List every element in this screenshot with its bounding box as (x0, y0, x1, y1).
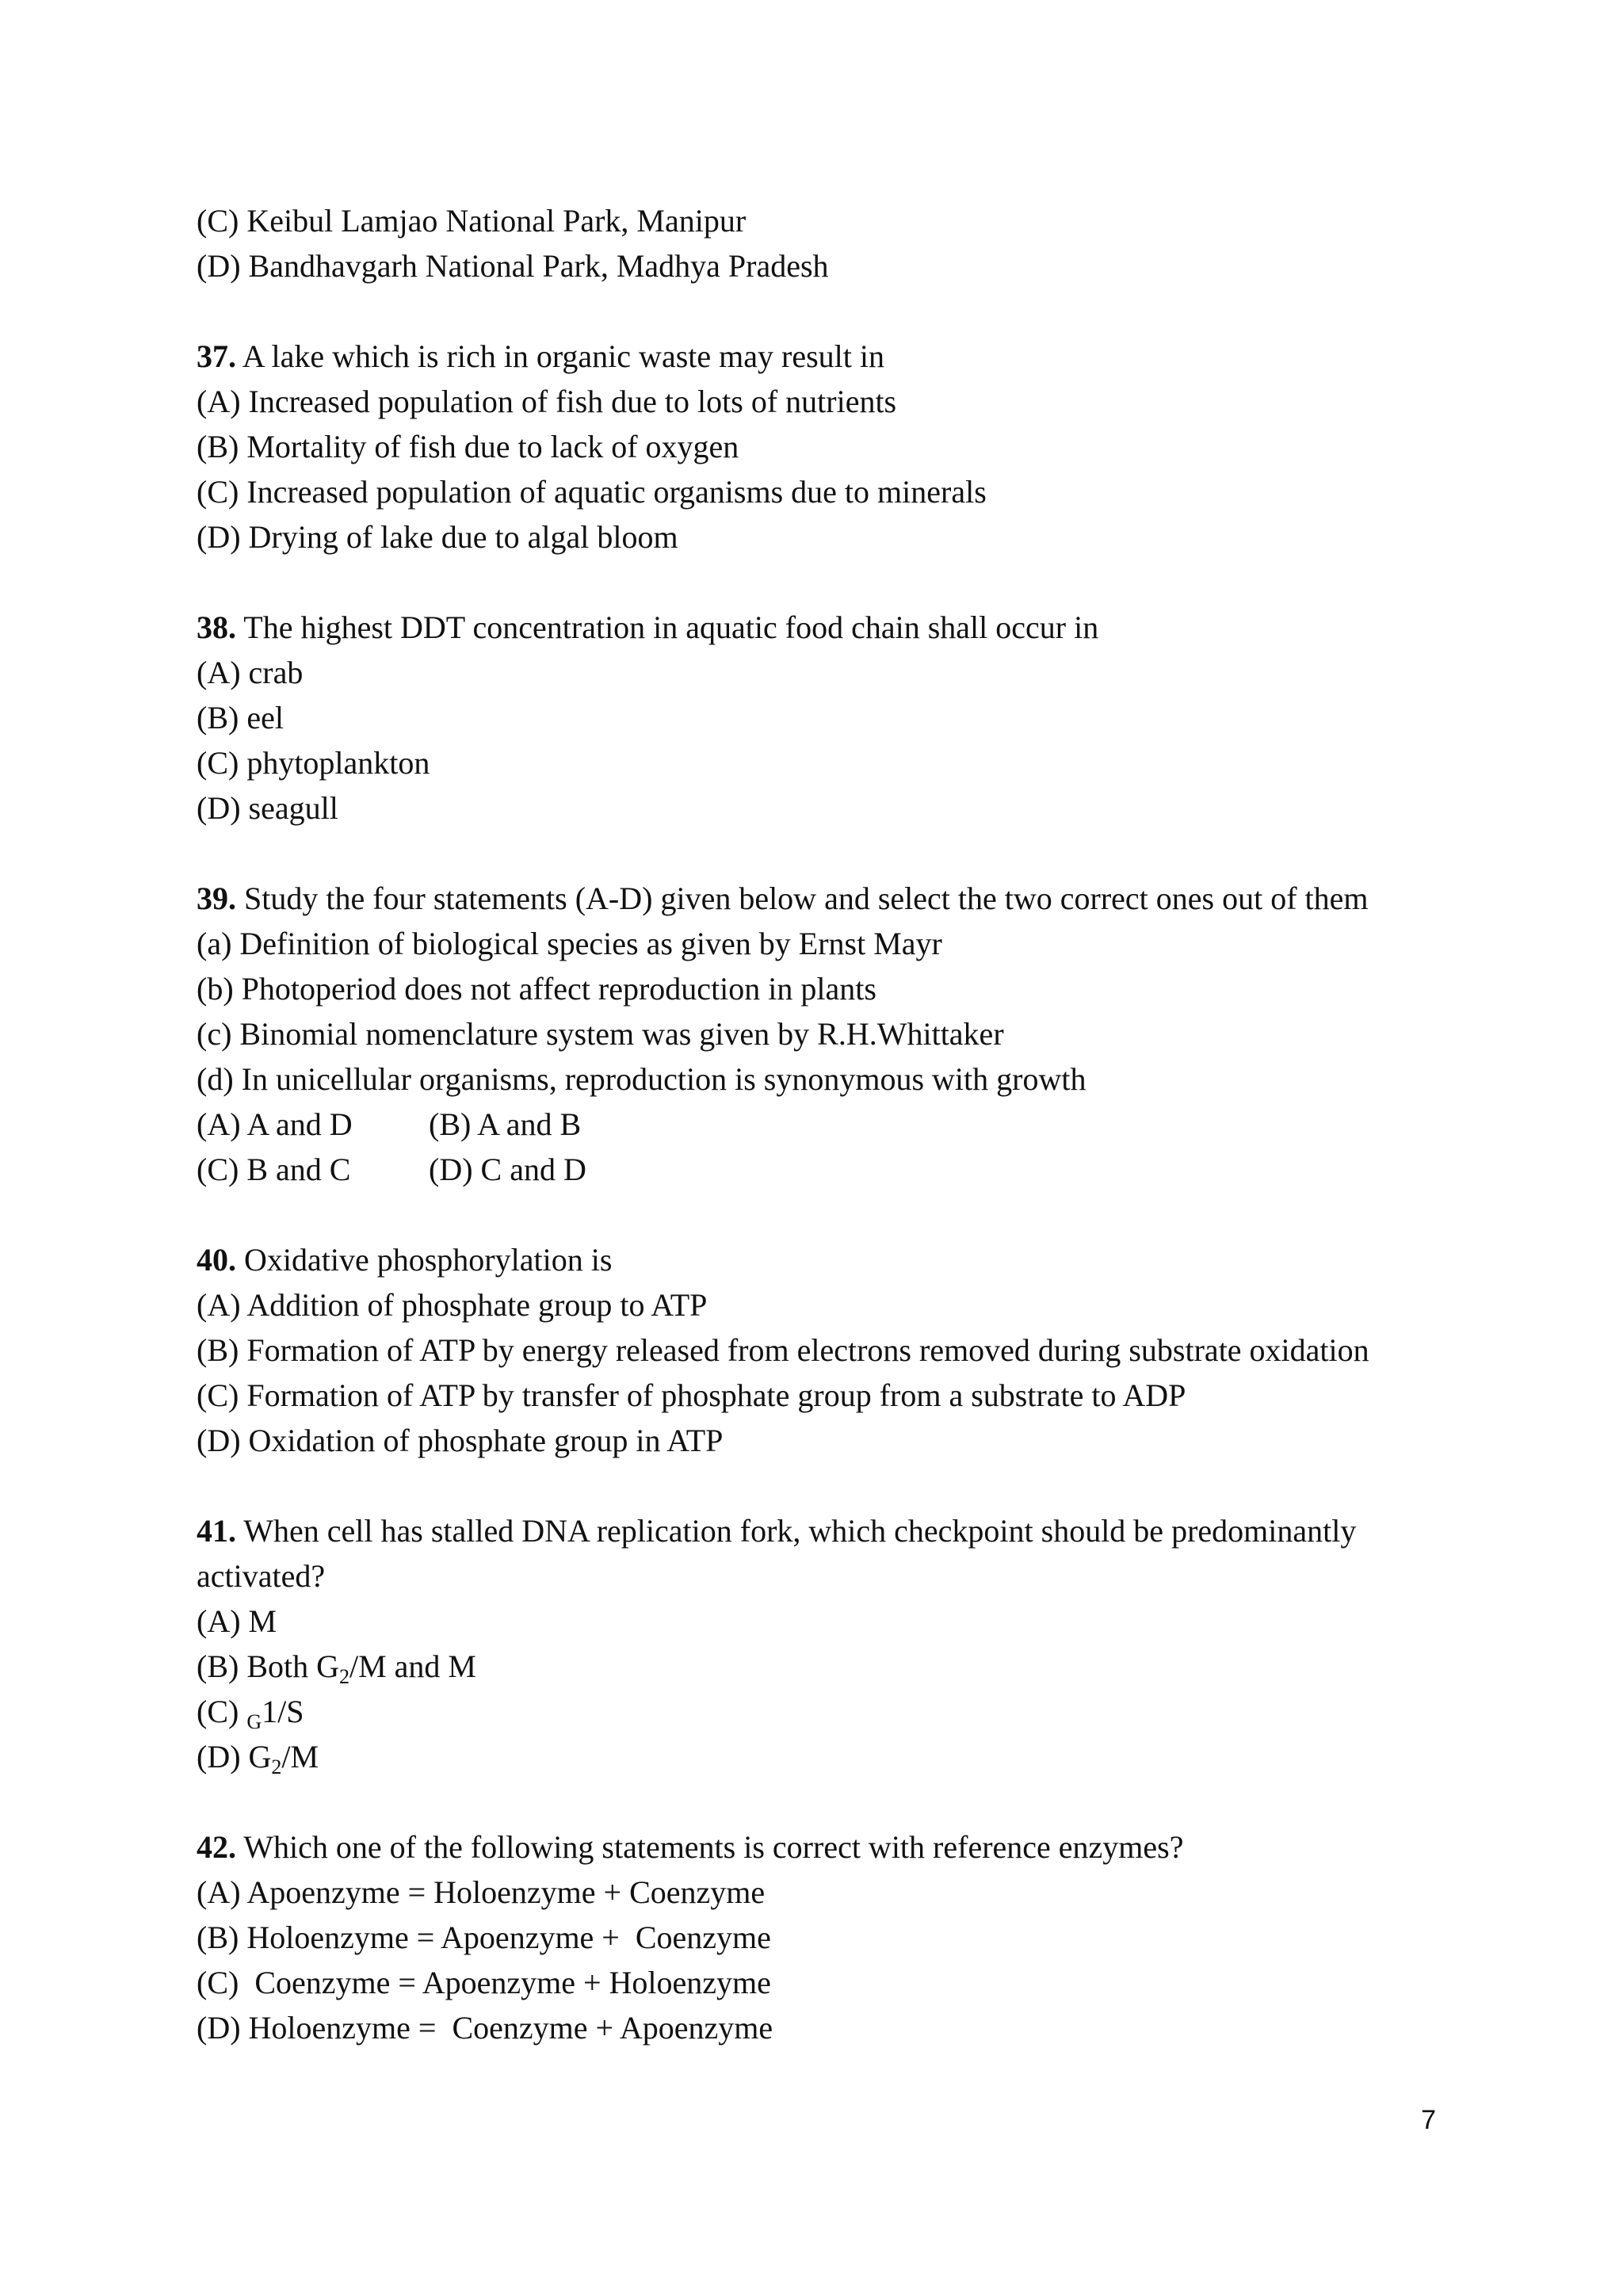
option-text: /M and M (349, 1648, 476, 1684)
option-pair (197, 1147, 1433, 1192)
statement-line: (b) Photoperiod does not affect reproduction in plants (197, 971, 876, 1007)
question-number: 39. (197, 881, 236, 916)
question-text: Which one of the following statements is correct with reference enzymes? (243, 1829, 1184, 1865)
option-line: (A) M (197, 1603, 277, 1639)
page-content (197, 198, 1433, 2050)
page-number: 7 (1421, 2105, 1436, 2135)
option-line: (C) Increased population of aquatic organisms due to minerals (197, 474, 987, 510)
option-line: (A) crab (197, 655, 304, 690)
question-number: 40. (197, 1242, 236, 1278)
subscript: G (246, 1710, 262, 1733)
option-line: (B) Formation of ATP by energy released from electrons removed during substrate oxidation (197, 1332, 1369, 1368)
question-number: 37. (197, 338, 236, 374)
question-text: Oxidative phosphorylation is (244, 1242, 613, 1278)
option-line: (C) Coenzyme = Apoenzyme + Holoenzyme (197, 1965, 771, 2000)
question-text: A lake which is rich in organic waste may result in (242, 338, 884, 374)
option-text: (C) (197, 1694, 247, 1729)
option-text: (D) G (197, 1739, 272, 1775)
option-line (197, 1734, 1433, 1779)
question-text: Study the four statements (A-D) given below and select the two correct ones out of them (244, 881, 1369, 916)
subscript: 2 (339, 1665, 349, 1688)
question-41 (197, 1508, 1433, 1599)
option-line: (C) Formation of ATP by transfer of phosphate group from a substrate to ADP (197, 1377, 1186, 1413)
option-d: (D) C and D (429, 1152, 586, 1187)
option-line: (D) Holoenzyme = Coenzyme + Apoenzyme (197, 2010, 773, 2046)
option-line: (C) Keibul Lamjao National Park, Manipur (197, 203, 747, 239)
option-line: (D) Bandhavgarh National Park, Madhya Pradesh (197, 248, 829, 284)
question-42 (197, 1824, 1433, 1870)
question-text: When cell has stalled DNA replication fork, which checkpoint should be predominantly activated? (197, 1513, 1357, 1594)
statement-line: (c) Binomial nomenclature system was given by R.H.Whittaker (197, 1016, 1004, 1052)
option-line: (B) eel (197, 700, 284, 735)
option-line: (A) Increased population of fish due to lots of nutrients (197, 384, 897, 419)
option-line (197, 1644, 1433, 1689)
subscript: 2 (271, 1755, 282, 1778)
question-40 (197, 1237, 1433, 1282)
question-number: 38. (197, 609, 236, 645)
option-a: (A) A and D (197, 1106, 353, 1142)
option-line: (B) Holoenzyme = Apoenzyme + Coenzyme (197, 1920, 771, 1955)
question-text: The highest DDT concentration in aquatic food chain shall occur in (243, 609, 1099, 645)
option-text: (B) Both G (197, 1648, 339, 1684)
option-line: (D) seagull (197, 790, 338, 826)
option-line: (A) Apoenzyme = Holoenzyme + Coenzyme (197, 1874, 766, 1910)
option-line: (B) Mortality of fish due to lack of oxygen (197, 429, 739, 464)
option-line: (A) Addition of phosphate group to ATP (197, 1287, 708, 1323)
statement-line: (a) Definition of biological species as given by Ernst Mayr (197, 926, 942, 961)
question-number: 41. (197, 1513, 236, 1549)
option-b: (B) A and B (429, 1106, 582, 1142)
option-line: (C) phytoplankton (197, 745, 430, 781)
option-line: (D) Drying of lake due to algal bloom (197, 519, 678, 555)
option-pair (197, 1102, 1433, 1147)
option-c: (C) B and C (197, 1152, 351, 1187)
question-37 (197, 334, 1433, 379)
question-38 (197, 605, 1433, 650)
question-39 (197, 876, 1433, 921)
option-text: /M (281, 1739, 319, 1775)
option-line (197, 1689, 1433, 1734)
statement-line: (d) In unicellular organisms, reproduction is synonymous with growth (197, 1061, 1086, 1097)
option-text: 1/S (262, 1694, 304, 1729)
question-number: 42. (197, 1829, 236, 1865)
option-line: (D) Oxidation of phosphate group in ATP (197, 1423, 724, 1458)
